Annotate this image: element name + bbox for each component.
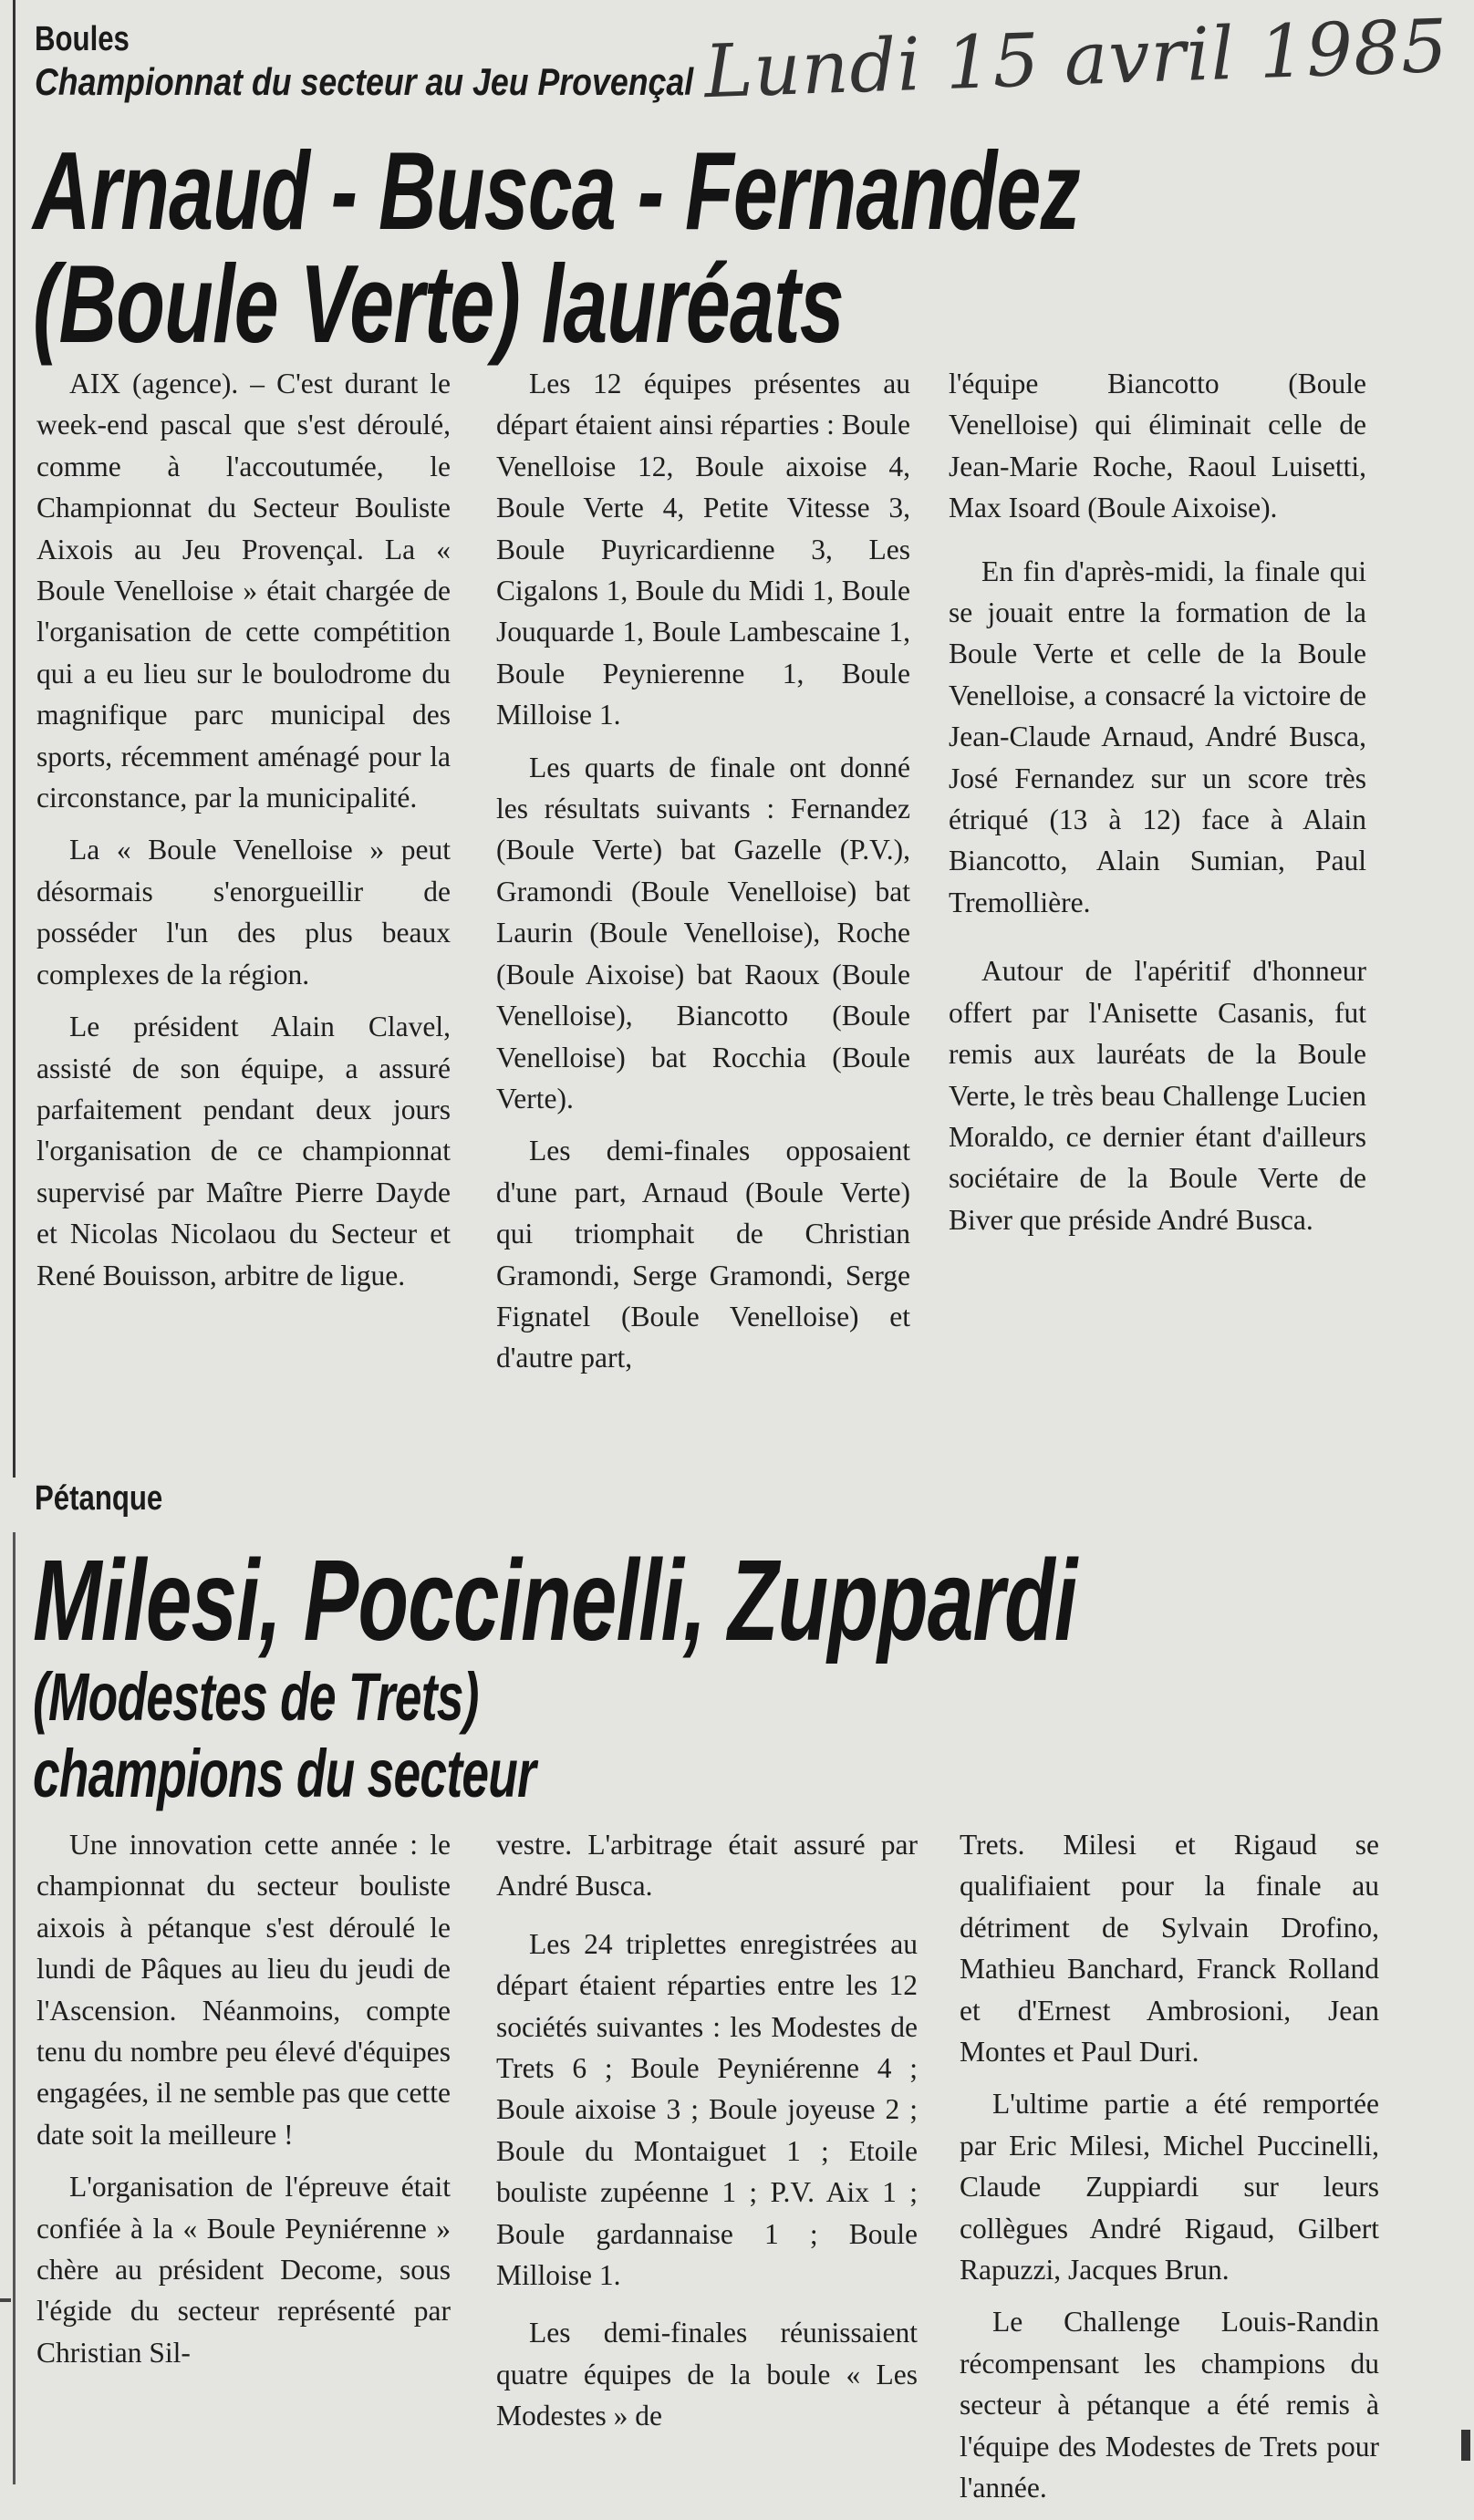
- article1-kicker: Boules: [35, 20, 130, 58]
- paragraph: Les 24 triplettes enregistrées au départ étaient réparties entre les 12 sociétés suivantes : les Modestes de Trets 6 ; Boule Peyniérenne 4 ; Boule aixoise 3 ; Boule joyeuse 2 ; Boule du Montaiguet 1 ; Etoile bouliste zupéenne 1 ; P.V. Aix 1 ; Boule gardannaise 1 ; Boule Milloise 1.: [496, 1927, 918, 2292]
- article1-headline-line2: (Boule Verte) lauréats: [33, 242, 844, 366]
- paragraph: Trets. Milesi et Rigaud se qualifiaient pour la finale au détriment de Sylvain Drofino, Mathieu Banchard, Franck Rolland et d'Ernest Ambrosioni, Jean Montes et Paul Duri.: [960, 1829, 1379, 2069]
- article2-headline-line2: (Modestes de Trets): [33, 1659, 479, 1735]
- article2-headline-line1: Milesi, Poccinelli, Zuppardi: [33, 1536, 1077, 1664]
- article1-subkicker: Championnat du secteur au Jeu Provençal: [35, 60, 694, 103]
- paragraph: L'ultime partie a été remportée par Eric Milesi, Michel Puccinelli, Claude Zuppiardi sur leurs collègues André Rigaud, Gilbert Rapuzzi, Jacques Brun.: [960, 2088, 1379, 2287]
- paragraph: Les quarts de finale ont donné les résultats suivants : Fernandez (Boule Verte) bat Gazelle (P.V.), Gramondi (Boule Venelloise) bat Laurin (Boule Venelloise), Roche (Boule Aixoise) bat Raoux (Boule Venelloise), Biancotto (Boule Venelloise) bat Rocchia (Boule Verte).: [496, 751, 910, 1115]
- column-rule: [13, 1532, 16, 2484]
- paragraph: L'organisation de l'épreuve était confiée à la « Boule Peyniérenne » chère au président Decome, sous l'égide du secteur représenté par Christian Sil-: [36, 2171, 451, 2369]
- handwritten-date: Lundi 15 avril 1985: [702, 3, 1450, 115]
- paragraph: vestre. L'arbitrage était assuré par André Busca.: [496, 1829, 918, 1903]
- margin-mark: [0, 2298, 11, 2302]
- paragraph: AIX (agence). – C'est durant le week-end pascal que s'est déroulé, comme à l'accoutumée, le Championnat du Secteur Bouliste Aixois au Jeu Provençal. La « Boule Venelloise » était chargée de l'organisation de cette compétition qui a eu lieu sur le boulodrome du magnifique parc municipal des sports, récemment aménagé pour la circonstance, par la municipalité.: [36, 368, 451, 814]
- paragraph: Les demi-finales opposaient d'une part, Arnaud (Boule Verte) qui triomphait de Christian Gramondi, Serge Gramondi, Serge Fignatel (Boule Venelloise) et d'autre part,: [496, 1135, 910, 1374]
- paragraph: Les demi-finales réunissaient quatre équipes de la boule « Les Modestes » de: [496, 2317, 918, 2432]
- article2-headline-line3: champions du secteur: [33, 1736, 536, 1811]
- paragraph: Une innovation cette année : le championnat du secteur bouliste aixois à pétanque s'est déroulé le lundi de Pâques au lieu du jeudi de l'Ascension. Néanmoins, compte tenu du nombre peu élevé d'équipes engagées, il ne semble pas que cette date soit la meilleure !: [36, 1829, 451, 2151]
- article1-column-3: [949, 363, 1366, 1251]
- paragraph: Les 12 équipes présentes au départ étaient ainsi réparties : Boule Venelloise 12, Boule aixoise 4, Boule Verte 4, Petite Vitesse 3, Boule Puyricardienne 3, Les Cigalons 1, Boule du Midi 1, Boule Jouquarde 1, Boule Lambescaine 1, Boule Peynierenne 1, Boule Milloise 1.: [496, 368, 910, 731]
- article2-kicker: Pétanque: [35, 1479, 163, 1518]
- article2-column-3: [960, 1824, 1379, 2520]
- article2-column-1: [36, 1824, 451, 2384]
- paragraph: l'équipe Biancotto (Boule Venelloise) qui éliminait celle de Jean-Marie Roche, Raoul Luisetti, Max Isoard (Boule Aixoise).: [949, 368, 1366, 524]
- article1-column-1: [36, 363, 451, 1307]
- article1-headline-line1: Arnaud - Busca - Fernandez: [33, 129, 1080, 253]
- paragraph: Le Challenge Louis-Randin récompensant les champions du secteur à pétanque a été remis à l'équipe des Modestes de Trets pour l'année.: [960, 2306, 1379, 2504]
- column-rule: [13, 0, 16, 1478]
- paragraph: En fin d'après-midi, la finale qui se jouait entre la formation de la Boule Verte et celle de la Boule Venelloise, a consacré la victoire de Jean-Claude Arnaud, André Busca, José Fernandez sur un score très étriqué (13 à 12) face à Alain Biancotto, Alain Sumian, Paul Tremollière.: [949, 555, 1366, 918]
- article2-column-2: [496, 1824, 918, 2448]
- paragraph: La « Boule Venelloise » peut désormais s'enorgueillir de posséder l'un des plus beaux complexes de la région.: [36, 834, 451, 990]
- article1-column-2: [496, 363, 910, 1390]
- edge-mark: [1461, 2430, 1470, 2461]
- paragraph: Autour de l'apéritif d'honneur offert par l'Anisette Casanis, fut remis aux lauréats de la Boule Verte, le très beau Challenge Lucien Moraldo, ce dernier étant d'ailleurs sociétaire de la Boule Verte de Biver que préside André Busca.: [949, 955, 1366, 1236]
- paragraph: Le président Alain Clavel, assisté de son équipe, a assuré parfaitement pendant deux jours l'organisation de ce championnat supervisé par Maître Pierre Dayde et Nicolas Nicolaou du Secteur et René Bouisson, arbitre de ligue.: [36, 1011, 451, 1291]
